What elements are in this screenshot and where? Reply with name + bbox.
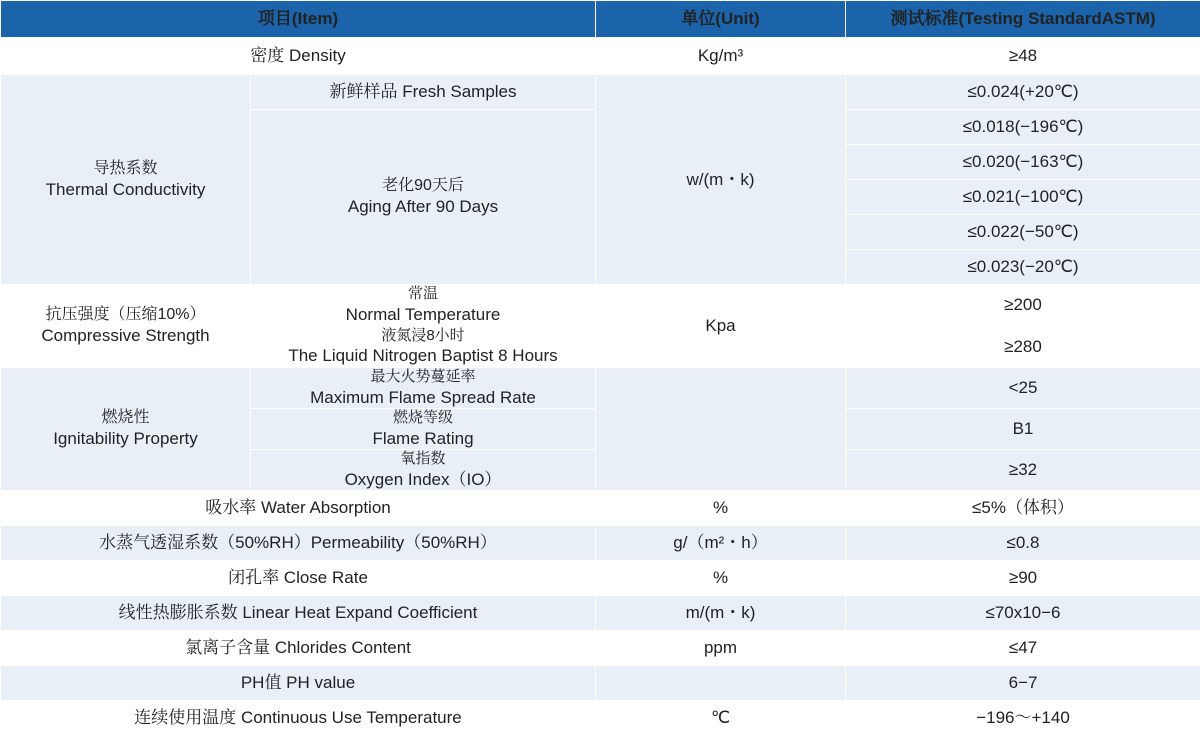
simple-item-5: 氯离子含量 Chlorides Content: [1, 631, 596, 666]
thermal-unit: w/(m・k): [596, 75, 846, 285]
simple-unit-2: g/（m²・h）: [596, 526, 846, 561]
table-row-simple-4: [1, 596, 1200, 631]
ignitability-sub-spread: [251, 368, 596, 409]
thermal-value-3: ≤0.020(−163℃): [846, 145, 1200, 180]
compressive-sub-ln2-en: The Liquid Nitrogen Baptist 8 Hours: [251, 345, 595, 366]
simple-item-6: PH值 PH value: [1, 666, 596, 701]
table-row-simple-3: [1, 561, 1200, 596]
thermal-item-cn: 导热系数: [1, 159, 250, 179]
compressive-value-2: ≥280: [846, 326, 1200, 368]
simple-standard-6: 6−7: [846, 666, 1200, 701]
table-row-ignitability-1: [1, 368, 1200, 409]
simple-unit-7: ℃: [596, 701, 846, 736]
thermal-sub-aging-cn: 老化90天后: [251, 176, 595, 196]
table-row-simple-5: [1, 631, 1200, 666]
table-header-row: [1, 1, 1200, 38]
table-row-simple-2: [1, 526, 1200, 561]
compressive-sub-normal-cn: 常温: [251, 285, 595, 304]
ignitability-sub-spread-en: Maximum Flame Spread Rate: [251, 387, 595, 408]
ignitability-sub-rating-en: Flame Rating: [251, 428, 595, 449]
ignitability-value-2: B1: [846, 409, 1200, 450]
thermal-sub-fresh: 新鲜样品 Fresh Samples: [251, 75, 596, 110]
simple-item-2: 水蒸气透湿系数（50%RH）Permeability（50%RH）: [1, 526, 596, 561]
ignitability-sub-oxygen-en: Oxygen Index（IO）: [251, 469, 595, 490]
compressive-sub-ln2-cn: 液氮浸8小时: [251, 327, 595, 346]
simple-standard-3: ≥90: [846, 561, 1200, 596]
thermal-value-2: ≤0.018(−196℃): [846, 110, 1200, 145]
simple-item-3: 闭孔率 Close Rate: [1, 561, 596, 596]
ignitability-sub-rating-cn: 燃烧等级: [251, 409, 595, 428]
ignitability-sub-oxygen-cn: 氧指数: [251, 450, 595, 469]
table-row-simple-1: [1, 491, 1200, 526]
density-item: 密度 Density: [1, 38, 596, 75]
table-row-simple-7: [1, 701, 1200, 736]
ignitability-sub-oxygen: [251, 450, 596, 491]
simple-standard-4: ≤70x10−6: [846, 596, 1200, 631]
ignitability-item-cn: 燃烧性: [1, 408, 250, 428]
compressive-sub-normal: [251, 285, 596, 326]
ignitability-sub-spread-cn: 最大火势蔓延率: [251, 368, 595, 387]
density-unit: Kg/m³: [596, 38, 846, 75]
simple-standard-2: ≤0.8: [846, 526, 1200, 561]
simple-unit-5: ppm: [596, 631, 846, 666]
table-row-simple-6: [1, 666, 1200, 701]
simple-item-4: 线性热膨胀系数 Linear Heat Expand Coefficient: [1, 596, 596, 631]
density-standard: ≥48: [846, 38, 1200, 75]
simple-standard-7: −196～+140: [846, 701, 1200, 736]
simple-unit-1: %: [596, 491, 846, 526]
table-row-thermal-1: [1, 75, 1200, 110]
thermal-sub-aging: [251, 110, 596, 285]
simple-item-7: 连续使用温度 Continuous Use Temperature: [1, 701, 596, 736]
thermal-value-5: ≤0.022(−50℃): [846, 215, 1200, 250]
compressive-unit: Kpa: [596, 285, 846, 368]
thermal-item-en: Thermal Conductivity: [1, 179, 250, 200]
compressive-item-en: Compressive Strength: [1, 325, 250, 346]
thermal-item: [1, 75, 251, 285]
ignitability-unit: [596, 368, 846, 491]
compressive-value-1: ≥200: [846, 285, 1200, 326]
thermal-value-6: ≤0.023(−20℃): [846, 250, 1200, 285]
simple-item-1: 吸水率 Water Absorption: [1, 491, 596, 526]
compressive-item: [1, 285, 251, 368]
ignitability-value-3: ≥32: [846, 450, 1200, 491]
simple-unit-4: m/(m・k): [596, 596, 846, 631]
thermal-value-1: ≤0.024(+20℃): [846, 75, 1200, 110]
ignitability-item: [1, 368, 251, 491]
ignitability-value-1: <25: [846, 368, 1200, 409]
ignitability-sub-rating: [251, 409, 596, 450]
table-row-compressive-1: [1, 285, 1200, 326]
header-item: 项目(Item): [1, 1, 596, 38]
header-standard: 测试标准(Testing StandardASTM): [846, 1, 1200, 38]
compressive-sub-normal-en: Normal Temperature: [251, 304, 595, 325]
simple-unit-3: %: [596, 561, 846, 596]
thermal-value-4: ≤0.021(−100℃): [846, 180, 1200, 215]
simple-standard-5: ≤47: [846, 631, 1200, 666]
header-unit: 单位(Unit): [596, 1, 846, 38]
ignitability-item-en: Ignitability Property: [1, 428, 250, 449]
simple-unit-6: [596, 666, 846, 701]
simple-standard-1: ≤5%（体积）: [846, 491, 1200, 526]
compressive-item-cn: 抗压强度（压缩10%）: [1, 305, 250, 325]
thermal-sub-aging-en: Aging After 90 Days: [251, 196, 595, 217]
table-row-density: [1, 38, 1200, 75]
compressive-sub-ln2: [251, 326, 596, 368]
